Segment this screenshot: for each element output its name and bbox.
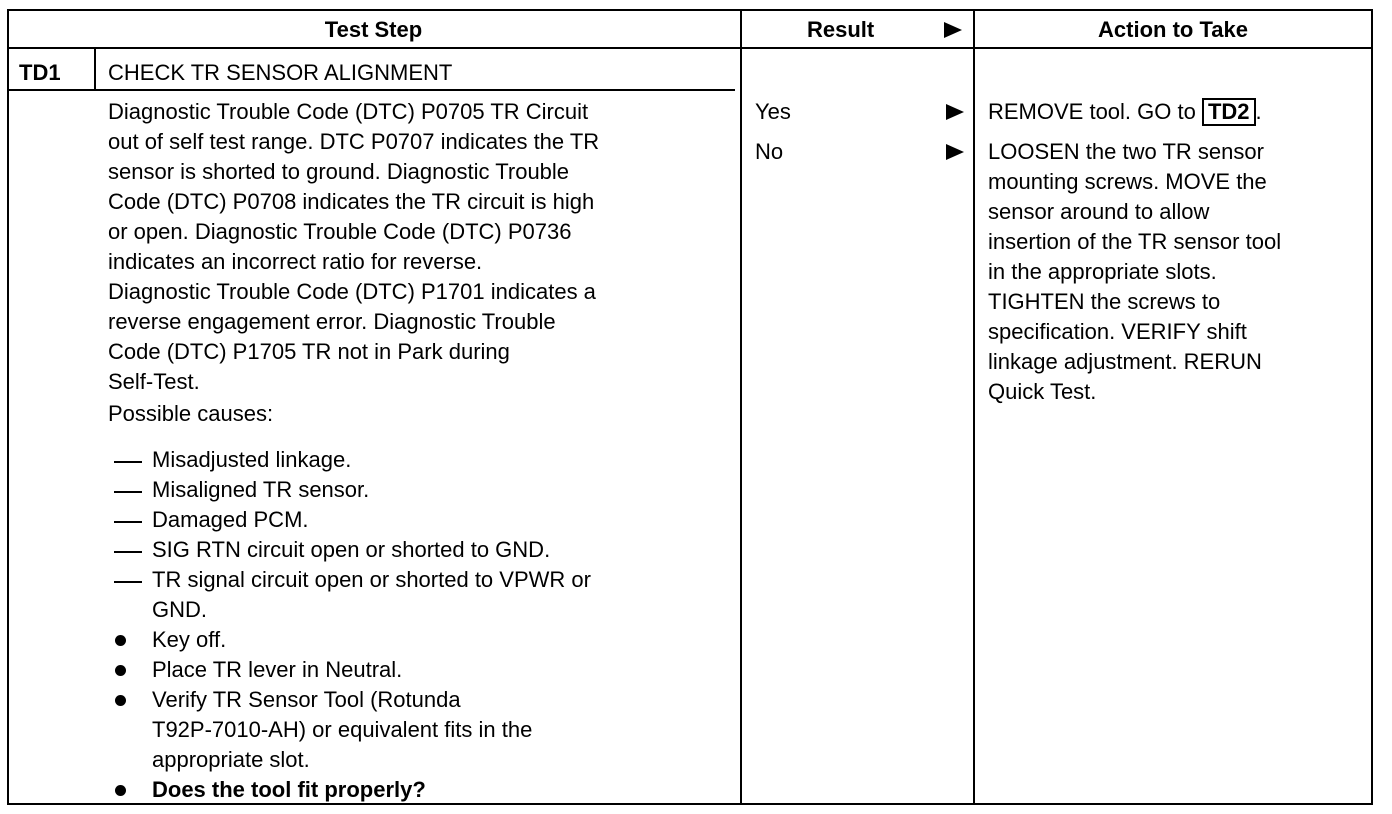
- header-action: Action to Take: [1098, 17, 1248, 42]
- procedure-step: [112, 625, 532, 655]
- step-id-divider: [94, 47, 96, 91]
- description-line: out of self test range. DTC P0707 indicates the TR: [108, 129, 600, 154]
- description-line: Diagnostic Trouble Code (DTC) P1701 indicates a: [108, 279, 596, 304]
- cause-item: [112, 475, 591, 505]
- action-no-line: LOOSEN the two TR sensor: [988, 139, 1264, 164]
- result-yes-arrow-icon: [946, 104, 964, 120]
- description-line: or open. Diagnostic Trouble Code (DTC) P0736: [108, 219, 572, 244]
- action-no-line: mounting screws. MOVE the: [988, 169, 1267, 194]
- description-line: indicates an incorrect ratio for reverse.: [108, 249, 483, 274]
- description-line: Diagnostic Trouble Code (DTC) P0705 TR Circuit: [108, 99, 589, 124]
- result-yes-label: Yes: [755, 99, 791, 124]
- step-title: CHECK TR SENSOR ALIGNMENT: [108, 60, 453, 85]
- item-text-line: GND.: [152, 597, 207, 622]
- cause-item: [112, 445, 591, 475]
- item-text-line: Verify TR Sensor Tool (Rotunda: [152, 687, 461, 712]
- header-bottom-border: [7, 47, 1373, 49]
- table-left-border: [7, 9, 9, 805]
- action-yes-suffix: .: [1255, 99, 1262, 124]
- action-no-line: in the appropriate slots.: [988, 259, 1217, 284]
- steps-list: [112, 625, 532, 805]
- description-line: Self-Test.: [108, 369, 200, 394]
- step-id: TD1: [19, 60, 61, 85]
- diagnostic-table: [7, 9, 1373, 805]
- action-yes-text: REMOVE tool. GO to: [988, 99, 1196, 124]
- item-text-line: Does the tool fit properly?: [152, 777, 426, 802]
- item-text-line: Damaged PCM.: [152, 507, 309, 532]
- item-text-line: Place TR lever in Neutral.: [152, 657, 403, 682]
- action-no-line: Quick Test.: [988, 379, 1097, 404]
- action-no: [988, 137, 1281, 407]
- result-no-arrow-icon: [946, 144, 964, 160]
- causes-list: [112, 445, 591, 625]
- possible-causes-label: Possible causes:: [108, 401, 274, 426]
- item-text-line: Misaligned TR sensor.: [152, 477, 370, 502]
- item-text-line: SIG RTN circuit open or shorted to GND.: [152, 537, 551, 562]
- action-no-line: specification. VERIFY shift: [988, 319, 1247, 344]
- procedure-step: [112, 775, 532, 805]
- action-no-line: insertion of the TR sensor tool: [988, 229, 1282, 254]
- action-no-line: TIGHTEN the screws to: [988, 289, 1221, 314]
- item-text-line: T92P-7010-AH) or equivalent fits in the: [152, 717, 533, 742]
- description-line: Code (DTC) P1705 TR not in Park during: [108, 339, 510, 364]
- description-line: Code (DTC) P0708 indicates the TR circuit is high: [108, 189, 595, 214]
- header-arrow-icon: [944, 22, 962, 38]
- description-line: reverse engagement error. Diagnostic Trouble: [108, 309, 556, 334]
- result-column-divider: [740, 9, 742, 805]
- result-no-label: No: [755, 139, 784, 164]
- procedure-step: [112, 655, 532, 685]
- action-yes: [988, 97, 1262, 127]
- description-line: sensor is shorted to ground. Diagnostic Trouble: [108, 159, 570, 184]
- title-row-border: [7, 89, 735, 91]
- action-column-divider: [973, 9, 975, 805]
- procedure-step: [112, 685, 532, 775]
- action-yes-reference[interactable]: TD2: [1202, 98, 1256, 126]
- item-text-line: Key off.: [152, 627, 227, 652]
- cause-item: [112, 505, 591, 535]
- cause-item: [112, 565, 591, 625]
- header-test-step: Test Step: [324, 17, 423, 42]
- step-description: [108, 97, 599, 397]
- table-top-border: [7, 9, 1373, 11]
- cause-item: [112, 535, 591, 565]
- action-no-line: linkage adjustment. RERUN: [988, 349, 1262, 374]
- item-text-line: appropriate slot.: [152, 747, 310, 772]
- action-no-line: sensor around to allow: [988, 199, 1210, 224]
- header-result: Result: [807, 17, 875, 42]
- item-text-line: Misadjusted linkage.: [152, 447, 352, 472]
- item-text-line: TR signal circuit open or shorted to VPWR or: [152, 567, 591, 592]
- table-right-border: [1371, 9, 1373, 805]
